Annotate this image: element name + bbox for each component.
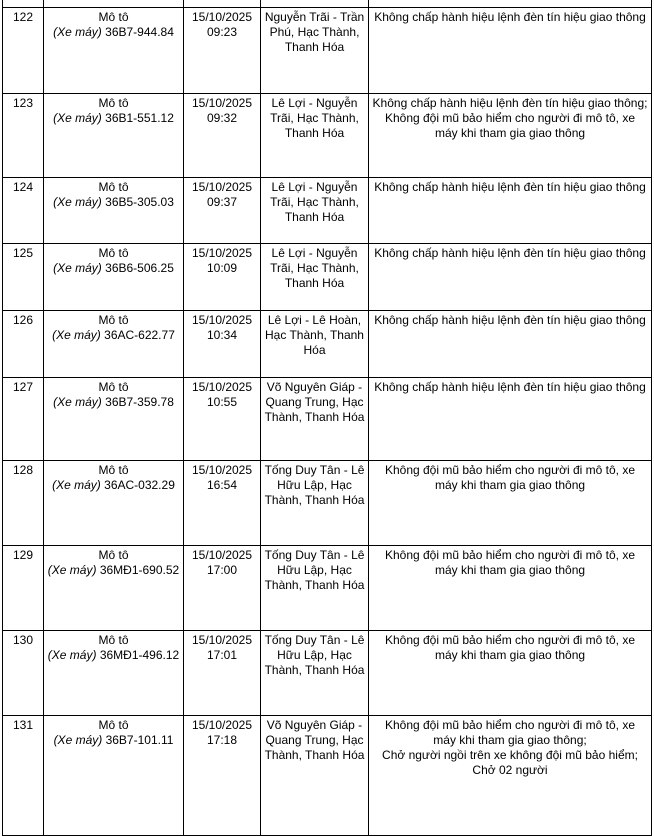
violation-location: Tống Duy Tân - Lê Hữu Lập, Hạc Thành, Thanh Hóa [261, 546, 369, 631]
violation-time: 16:54 [206, 478, 238, 492]
vehicle-plate: 36MĐ1-690.52 [96, 563, 180, 577]
remnant-cell [184, 0, 261, 8]
violation-description [369, 716, 652, 836]
vehicle-cell [44, 178, 184, 244]
violation-time: 10:55 [206, 395, 238, 409]
vehicle-plate-line [47, 195, 180, 210]
row-number-cell [3, 94, 44, 178]
vehicle-cell [44, 716, 184, 836]
violation-description [369, 8, 652, 94]
table-row [3, 8, 652, 94]
violation-date: 15/10/2025 [191, 718, 253, 732]
vehicle-type: Mô tô [98, 313, 129, 327]
violation-item: Không chấp hành hiệu lệnh đèn tín hiệu giao thông; [372, 96, 648, 110]
violation-date: 15/10/2025 [191, 463, 253, 477]
vehicle-plate-line [47, 478, 180, 493]
violation-time: 09:37 [206, 195, 238, 209]
vehicle-plate: 36MĐ1-496.12 [96, 648, 180, 662]
violation-description [369, 94, 652, 178]
vehicle-type: Mô tô [98, 633, 129, 647]
vehicle-subtype: (Xe máy) [53, 733, 103, 747]
vehicle-plate: 36B7-101.11 [102, 733, 174, 747]
remnant-cell [3, 0, 44, 8]
row-number: 126 [12, 313, 34, 327]
violation-description [369, 178, 652, 244]
table-row [3, 716, 652, 836]
table-row [3, 631, 652, 716]
datetime-cell [184, 546, 261, 631]
vehicle-subtype: (Xe máy) [53, 111, 102, 125]
table-row [3, 311, 652, 378]
datetime-cell [184, 378, 261, 461]
violation-location: Võ Nguyên Giáp - Quang Trung, Hạc Thành, Thanh Hóa [261, 378, 369, 461]
row-number-cell [3, 311, 44, 378]
violation-item: Chở người ngồi trên xe không đội mũ bảo hiểm; [382, 748, 638, 762]
violation-location: Lê Lợi - Nguyễn Trãi, Hạc Thành, Thanh Hóa [261, 94, 369, 178]
row-number-cell [3, 461, 44, 546]
vehicle-plate: 36AC-032.29 [100, 478, 175, 492]
vehicle-plate: 36B5-305.03 [101, 195, 174, 209]
table-row [3, 546, 652, 631]
datetime-cell [184, 244, 261, 311]
violation-item: Không đội mũ bảo hiểm cho người đi mô tô, xe máy khi tham gia giao thông [384, 463, 636, 492]
violation-item: Không chấp hành hiệu lệnh đèn tín hiệu giao thông [374, 246, 646, 260]
violation-description [369, 546, 652, 631]
datetime-cell [184, 461, 261, 546]
vehicle-subtype: (Xe máy) [47, 563, 97, 577]
row-number: 123 [12, 96, 34, 110]
violation-item: Không đội mũ bảo hiểm cho người đi mô tô, xe máy khi tham gia giao thông; [384, 718, 636, 747]
remnant-cell [369, 0, 652, 8]
row-number-cell [3, 378, 44, 461]
row-number: 127 [12, 380, 34, 394]
violation-description [369, 378, 652, 461]
vehicle-cell [44, 311, 184, 378]
vehicle-subtype: (Xe máy) [53, 195, 102, 209]
vehicle-type: Mô tô [98, 180, 129, 194]
violation-item: Chở 02 người [472, 763, 548, 777]
row-number: 131 [12, 718, 34, 732]
violation-time: 17:18 [206, 733, 238, 747]
violation-location: Võ Nguyên Giáp - Quang Trung, Hạc Thành, Thanh Hóa [261, 716, 369, 836]
vehicle-plate: 36B6-506.25 [101, 261, 174, 275]
violation-time: 09:32 [206, 111, 238, 125]
vehicle-cell [44, 8, 184, 94]
violation-item: Không chấp hành hiệu lệnh đèn tín hiệu giao thông [374, 10, 646, 24]
vehicle-cell [44, 631, 184, 716]
vehicle-type: Mô tô [98, 548, 129, 562]
remnant-cell [261, 0, 369, 8]
violation-description [369, 461, 652, 546]
vehicle-plate-line [47, 25, 180, 40]
row-number-cell [3, 546, 44, 631]
vehicle-plate: 36B7-359.78 [101, 395, 174, 409]
violation-time: 10:09 [206, 261, 238, 275]
vehicle-type: Mô tô [98, 246, 129, 260]
row-number: 125 [12, 246, 34, 260]
vehicle-type: Mô tô [98, 10, 129, 24]
datetime-cell [184, 94, 261, 178]
violation-location: Lê Lợi - Lê Hoàn, Hạc Thành, Thanh Hóa [261, 311, 369, 378]
violation-description [369, 631, 652, 716]
table-row [3, 461, 652, 546]
row-number: 128 [12, 463, 34, 477]
vehicle-plate: 36B7-944.84 [101, 25, 174, 39]
vehicle-type: Mô tô [98, 463, 129, 477]
vehicle-plate-line [47, 563, 180, 578]
violation-time: 17:00 [206, 563, 238, 577]
vehicle-subtype: (Xe máy) [52, 328, 101, 342]
vehicle-cell [44, 244, 184, 311]
vehicle-type: Mô tô [98, 96, 129, 110]
vehicle-cell [44, 378, 184, 461]
violation-time: 10:34 [206, 328, 238, 342]
violation-time: 09:23 [206, 25, 238, 39]
vehicle-cell [44, 94, 184, 178]
violation-location: Nguyễn Trãi - Trần Phú, Hạc Thành, Thanh Hóa [261, 8, 369, 94]
violation-date: 15/10/2025 [191, 246, 253, 260]
violation-date: 15/10/2025 [191, 180, 253, 194]
vehicle-subtype: (Xe máy) [47, 648, 97, 662]
vehicle-plate-line [47, 395, 180, 410]
violation-item: Không đội mũ bảo hiểm cho người đi mô tô, xe máy khi tham gia giao thông [384, 548, 636, 577]
vehicle-type: Mô tô [98, 718, 129, 732]
remnant-cell [44, 0, 184, 8]
violation-location: Lê Lợi - Nguyễn Trãi, Hạc Thành, Thanh Hóa [261, 244, 369, 311]
vehicle-subtype: (Xe máy) [53, 395, 102, 409]
vehicle-plate-line [47, 733, 180, 748]
datetime-cell [184, 178, 261, 244]
vehicle-cell [44, 461, 184, 546]
vehicle-subtype: (Xe máy) [53, 261, 102, 275]
violation-location: Lê Lợi - Nguyễn Trãi, Hạc Thành, Thanh Hóa [261, 178, 369, 244]
datetime-cell [184, 631, 261, 716]
datetime-cell [184, 8, 261, 94]
datetime-cell [184, 716, 261, 836]
datetime-cell [184, 311, 261, 378]
row-number: 130 [12, 633, 34, 647]
violation-date: 15/10/2025 [191, 633, 253, 647]
vehicle-plate-line [47, 111, 180, 126]
vehicle-plate-line [47, 261, 180, 276]
violation-item: Không chấp hành hiệu lệnh đèn tín hiệu giao thông [374, 380, 646, 394]
violation-location: Tống Duy Tân - Lê Hữu Lập, Hạc Thành, Thanh Hóa [261, 461, 369, 546]
violation-description [369, 244, 652, 311]
vehicle-plate-line [47, 648, 180, 663]
table-row [3, 244, 652, 311]
violation-item: Không đội mũ bảo hiểm cho người đi mô tô, xe máy khi tham gia giao thông [384, 633, 636, 662]
vehicle-cell [44, 546, 184, 631]
violation-location: Tống Duy Tân - Lê Hữu Lập, Hạc Thành, Thanh Hóa [261, 631, 369, 716]
vehicle-plate-line [47, 328, 180, 343]
violation-item: Không đội mũ bảo hiểm cho người đi mô tô, xe máy khi tham gia giao thông [384, 111, 636, 140]
vehicle-subtype: (Xe máy) [53, 25, 102, 39]
violation-date: 15/10/2025 [191, 548, 253, 562]
violations-table [2, 0, 652, 836]
vehicle-plate: 36AC-622.77 [100, 328, 175, 342]
violation-date: 15/10/2025 [191, 313, 253, 327]
violation-date: 15/10/2025 [191, 96, 253, 110]
row-number-cell [3, 244, 44, 311]
row-number-cell [3, 8, 44, 94]
row-number-cell [3, 631, 44, 716]
violation-time: 17:01 [206, 648, 238, 662]
vehicle-plate: 36B1-551.12 [101, 111, 174, 125]
table-row [3, 378, 652, 461]
vehicle-subtype: (Xe máy) [52, 478, 101, 492]
table-row [3, 94, 652, 178]
violations-table-body [3, 0, 652, 836]
vehicle-type: Mô tô [98, 380, 129, 394]
row-number: 124 [12, 180, 34, 194]
previous-row-remnant [3, 0, 652, 8]
violation-date: 15/10/2025 [191, 380, 253, 394]
row-number: 129 [12, 548, 34, 562]
violation-date: 15/10/2025 [191, 10, 253, 24]
violation-item: Không chấp hành hiệu lệnh đèn tín hiệu giao thông [374, 180, 646, 194]
row-number-cell [3, 716, 44, 836]
table-row [3, 178, 652, 244]
violation-item: Không chấp hành hiệu lệnh đèn tín hiệu giao thông [374, 313, 646, 327]
violation-description [369, 311, 652, 378]
row-number-cell [3, 178, 44, 244]
row-number: 122 [12, 10, 34, 24]
